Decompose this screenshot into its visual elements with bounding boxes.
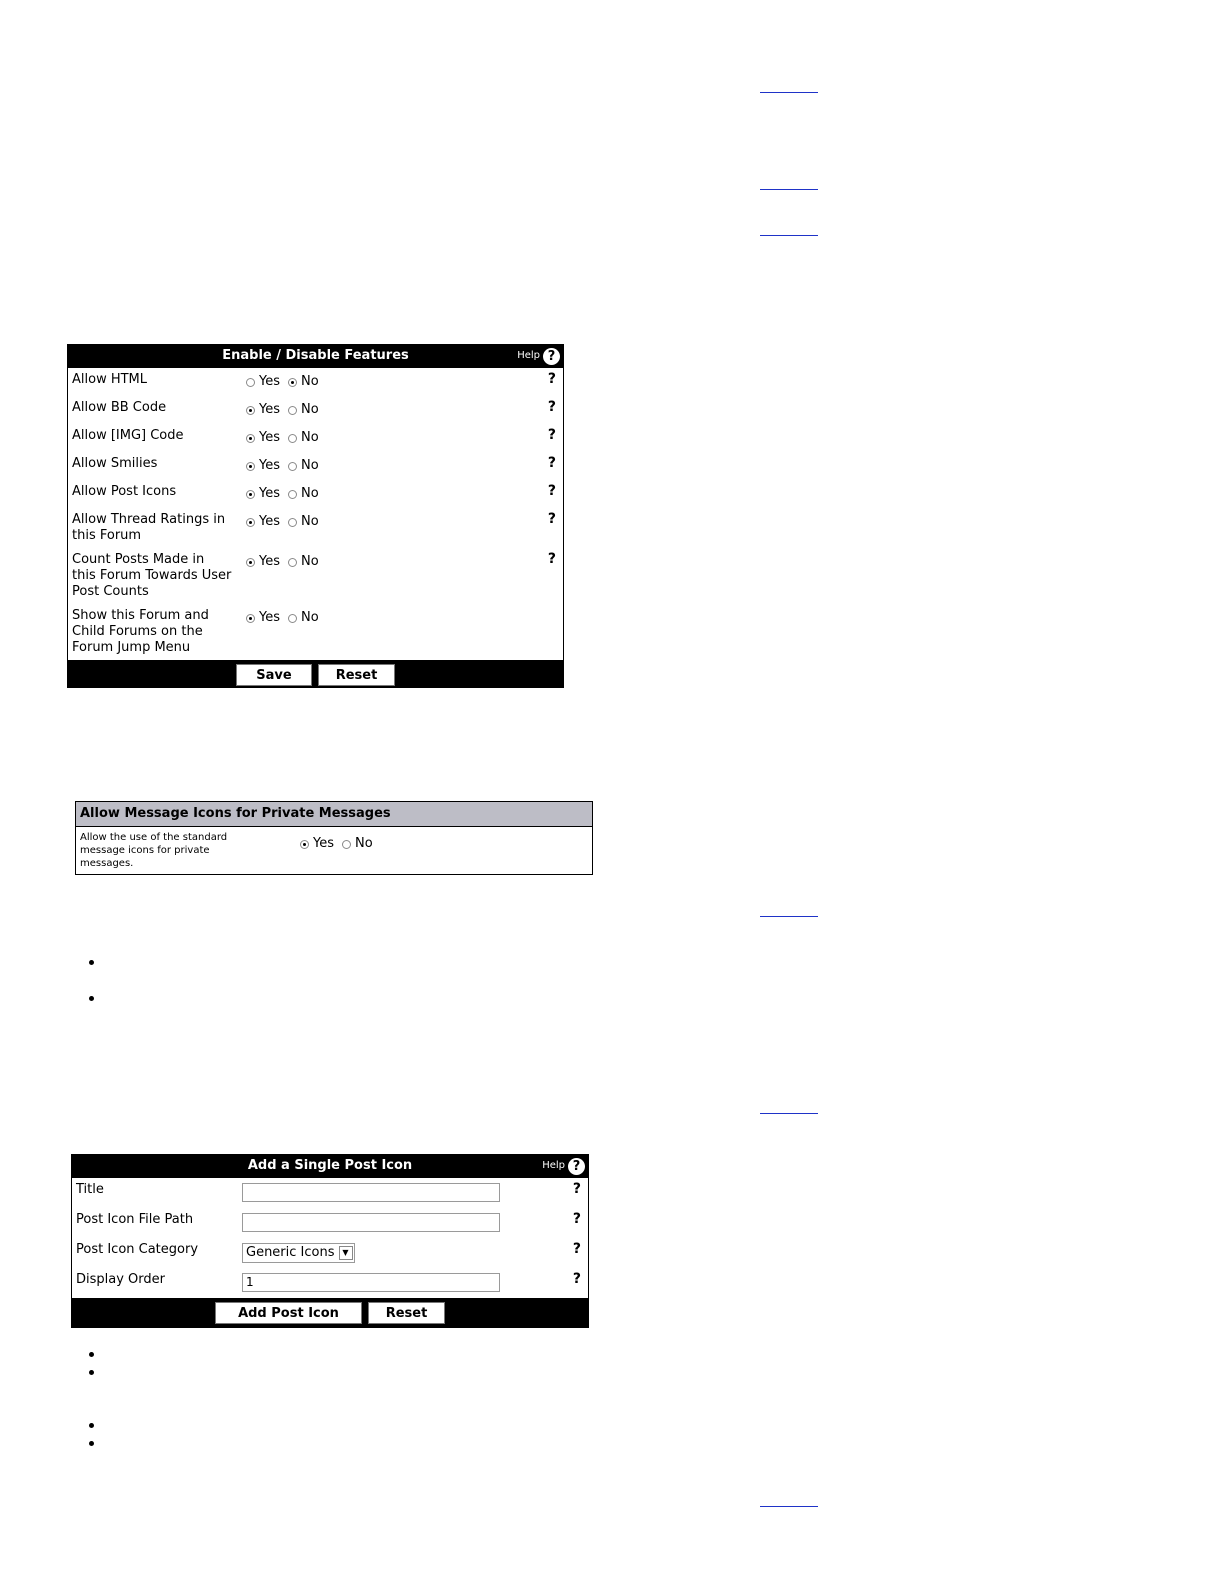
yes-radio[interactable] (246, 558, 255, 567)
help-question-icon[interactable]: ? (572, 1181, 581, 1197)
feature-radios (246, 458, 327, 474)
feature-row (68, 604, 563, 660)
yes-label: Yes (259, 554, 280, 569)
bullet-icon (89, 1370, 94, 1375)
category-label: Post Icon Category (76, 1242, 199, 1257)
top-link[interactable] (760, 1506, 818, 1507)
help-question-icon[interactable]: ? (572, 1271, 581, 1287)
yes-option[interactable] (246, 554, 280, 570)
help-question-icon[interactable]: ? (572, 1241, 581, 1257)
order-row (72, 1268, 588, 1298)
pm-icons-radios (300, 836, 381, 852)
path-label: Post Icon File Path (76, 1212, 194, 1227)
feature-radios (246, 554, 327, 570)
no-option[interactable] (288, 402, 319, 418)
order-label: Display Order (76, 1272, 165, 1287)
feature-row (68, 368, 563, 396)
features-panel-header (67, 344, 564, 368)
top-link[interactable] (760, 189, 818, 190)
yes-label: Yes (259, 610, 280, 625)
yes-label: Yes (259, 430, 280, 445)
no-option[interactable] (288, 458, 319, 474)
yes-radio[interactable] (246, 614, 255, 623)
no-label: No (301, 402, 319, 417)
yes-label: Yes (259, 458, 280, 473)
feature-label: Allow [IMG] Code (72, 428, 184, 443)
yes-radio[interactable] (246, 434, 255, 443)
title-row (72, 1178, 588, 1208)
yes-radio[interactable] (246, 462, 255, 471)
help-question-icon[interactable]: ? (547, 399, 556, 415)
top-link[interactable] (760, 92, 818, 93)
feature-label: Count Posts Made in this Forum Towards User Post Counts (72, 552, 232, 599)
pm-icons-row (76, 827, 592, 874)
feature-label: Allow Smilies (72, 456, 158, 471)
help-question-icon[interactable]: ? (572, 1211, 581, 1227)
yes-radio[interactable] (246, 378, 255, 387)
help-icon: ? (568, 1158, 585, 1175)
feature-radios (246, 486, 327, 502)
post-icon-panel-body (72, 1178, 588, 1298)
yes-label: Yes (313, 836, 334, 851)
top-link[interactable] (760, 235, 818, 236)
no-radio[interactable] (288, 434, 297, 443)
file-path-input[interactable] (242, 1213, 500, 1232)
yes-label: Yes (259, 486, 280, 501)
post-icon-panel-title: Add a Single Post Icon (247, 1158, 413, 1173)
help-label: Help (542, 1160, 565, 1171)
yes-label: Yes (259, 402, 280, 417)
no-label: No (355, 836, 373, 851)
top-link[interactable] (760, 916, 818, 917)
pm-icons-panel-title: Allow Message Icons for Private Messages (76, 802, 592, 827)
help-question-icon[interactable]: ? (547, 427, 556, 443)
category-selected-value: Generic Icons (246, 1245, 335, 1260)
feature-radios (246, 430, 327, 446)
feature-label: Allow HTML (72, 372, 148, 387)
bullet-icon (89, 996, 94, 1001)
feature-label: Allow BB Code (72, 400, 167, 415)
reset-button[interactable]: Reset (318, 664, 395, 686)
no-label: No (301, 514, 319, 529)
category-row (72, 1238, 588, 1268)
help-link[interactable] (542, 1157, 585, 1175)
no-label: No (301, 430, 319, 445)
yes-radio[interactable] (246, 518, 255, 527)
no-label: No (301, 554, 319, 569)
category-select[interactable] (242, 1243, 355, 1263)
no-radio[interactable] (288, 378, 297, 387)
no-label: No (301, 486, 319, 501)
no-label: No (301, 458, 319, 473)
yes-radio[interactable] (246, 406, 255, 415)
feature-row (68, 508, 563, 548)
feature-label: Allow Post Icons (72, 484, 177, 499)
title-label: Title (76, 1182, 104, 1197)
help-question-icon[interactable]: ? (547, 551, 556, 567)
no-radio[interactable] (288, 462, 297, 471)
no-label: No (301, 610, 319, 625)
no-radio[interactable] (288, 518, 297, 527)
features-panel-body (68, 368, 563, 660)
no-option[interactable] (288, 610, 319, 626)
help-question-icon[interactable]: ? (547, 483, 556, 499)
yes-option[interactable] (246, 374, 280, 390)
post-icon-panel-footer (71, 1298, 589, 1328)
no-radio[interactable] (288, 406, 297, 415)
reset-button[interactable]: Reset (368, 1302, 445, 1324)
no-radio[interactable] (288, 558, 297, 567)
help-label: Help (517, 350, 540, 361)
feature-label: Allow Thread Ratings in this Forum (72, 512, 226, 543)
features-panel (67, 344, 564, 688)
bullet-icon (89, 1352, 94, 1357)
no-radio[interactable] (288, 490, 297, 499)
help-question-icon[interactable]: ? (547, 371, 556, 387)
yes-radio[interactable] (246, 490, 255, 499)
top-link[interactable] (760, 1113, 818, 1114)
feature-row (68, 548, 563, 604)
features-panel-footer (67, 660, 564, 690)
no-option[interactable] (288, 514, 319, 530)
pm-no-radio[interactable] (342, 840, 351, 849)
help-link[interactable] (517, 347, 560, 365)
feature-radios (246, 402, 327, 418)
pm-icons-description: Allow the use of the standard message icons for private messages. (80, 832, 228, 869)
yes-option[interactable] (246, 486, 280, 502)
features-panel-title: Enable / Disable Features (222, 348, 409, 363)
help-question-icon[interactable]: ? (547, 455, 556, 471)
post-icon-panel (71, 1154, 589, 1328)
yes-option[interactable] (246, 458, 280, 474)
yes-label: Yes (259, 374, 280, 389)
feature-radios (246, 374, 327, 390)
no-radio[interactable] (288, 614, 297, 623)
chevron-down-icon[interactable]: ▼ (339, 1246, 353, 1260)
bullet-icon (89, 1441, 94, 1446)
path-row (72, 1208, 588, 1238)
display-order-input[interactable]: 1 (242, 1273, 500, 1292)
feature-label: Show this Forum and Child Forums on the Forum Jump Menu (72, 608, 209, 655)
no-option[interactable] (288, 486, 319, 502)
feature-row (68, 480, 563, 508)
no-label: No (301, 374, 319, 389)
pm-no-option[interactable] (342, 836, 373, 852)
pm-yes-option[interactable] (300, 836, 334, 852)
pm-icons-panel (75, 801, 593, 875)
feature-radios (246, 610, 327, 626)
add-post-icon-button[interactable]: Add Post Icon (215, 1302, 362, 1324)
help-question-icon[interactable]: ? (547, 511, 556, 527)
bullet-icon (89, 960, 94, 965)
feature-row (68, 396, 563, 424)
feature-radios (246, 514, 327, 530)
no-option[interactable] (288, 554, 319, 570)
yes-option[interactable] (246, 514, 280, 530)
bullet-icon (89, 1423, 94, 1428)
help-icon: ? (543, 348, 560, 365)
yes-option[interactable] (246, 430, 280, 446)
title-input[interactable] (242, 1183, 500, 1202)
yes-label: Yes (259, 514, 280, 529)
feature-row (68, 452, 563, 480)
no-option[interactable] (288, 430, 319, 446)
feature-row (68, 424, 563, 452)
post-icon-panel-header (71, 1154, 589, 1178)
yes-option[interactable] (246, 610, 280, 626)
pm-yes-radio[interactable] (300, 840, 309, 849)
no-option[interactable] (288, 374, 319, 390)
save-button[interactable]: Save (236, 664, 312, 686)
yes-option[interactable] (246, 402, 280, 418)
